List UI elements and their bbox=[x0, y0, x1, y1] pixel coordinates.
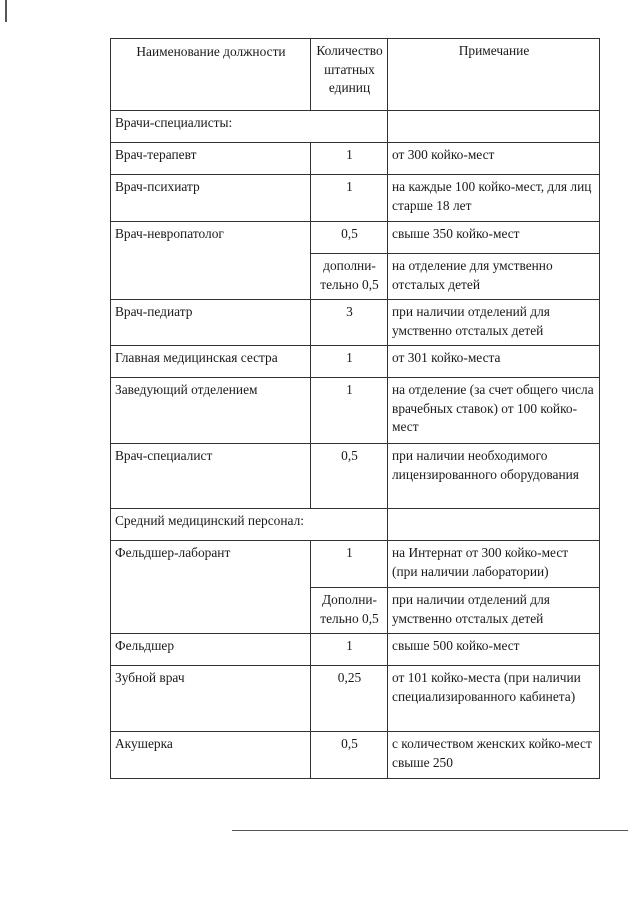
position-cell: Врач-терапевт bbox=[111, 143, 311, 175]
header-note: Примечание bbox=[388, 39, 600, 111]
position-cell: Акушерка bbox=[111, 732, 311, 779]
position-cell: Главная медицинская сестра bbox=[111, 346, 311, 378]
table-row bbox=[111, 444, 600, 509]
note-cell: с количеством женских койко-мест свыше 250 bbox=[388, 732, 600, 779]
table-row bbox=[111, 346, 600, 378]
note-cell: от 101 койко-места (при наличии специализированного кабинета) bbox=[388, 666, 600, 732]
note-cell: от 300 койко-мест bbox=[388, 143, 600, 175]
position-cell: Фельдшер bbox=[111, 634, 311, 666]
note-cell: свыше 500 койко-мест bbox=[388, 634, 600, 666]
position-cell: Врач-психиатр bbox=[111, 175, 311, 222]
scan-edge-mark bbox=[5, 0, 7, 22]
note-cell: при наличии отделений для умственно отсталых детей bbox=[388, 300, 600, 346]
empty-cell bbox=[388, 111, 600, 143]
table-row bbox=[111, 541, 600, 588]
position-cell: Зубной врач bbox=[111, 666, 311, 732]
section-row-doctors bbox=[111, 111, 600, 143]
quantity-cell: 0,25 bbox=[311, 666, 388, 732]
quantity-cell: 1 bbox=[311, 634, 388, 666]
position-cell: Заведующий отделением bbox=[111, 378, 311, 444]
note-cell: на каждые 100 койко-мест, для лиц старше 18 лет bbox=[388, 175, 600, 222]
note-cell: на Интернат от 300 койко-мест (при наличии лаборатории) bbox=[388, 541, 600, 588]
table-row bbox=[111, 666, 600, 732]
note-cell: на отделение для умственно отсталых детей bbox=[388, 254, 600, 300]
note-cell: свыше 350 койко-мест bbox=[388, 222, 600, 254]
table-header-row bbox=[111, 39, 600, 111]
header-position-name: Наименование должности bbox=[111, 39, 311, 111]
section-title: Врачи-специалисты: bbox=[111, 111, 388, 143]
staff-table bbox=[110, 38, 600, 779]
quantity-cell: 0,5 bbox=[311, 732, 388, 779]
quantity-cell: 1 bbox=[311, 541, 388, 588]
quantity-cell: Дополни-тельно 0,5 bbox=[311, 588, 388, 634]
empty-cell bbox=[388, 509, 600, 541]
note-cell: при наличии отделений для умственно отсталых детей bbox=[388, 588, 600, 634]
section-title: Средний медицинский персонал: bbox=[111, 509, 388, 541]
quantity-cell: 1 bbox=[311, 346, 388, 378]
table-row bbox=[111, 300, 600, 346]
quantity-cell: 3 bbox=[311, 300, 388, 346]
table-row bbox=[111, 143, 600, 175]
quantity-cell: 0,5 bbox=[311, 222, 388, 254]
section-row-nursing bbox=[111, 509, 600, 541]
position-cell: Фельдшер-лаборант bbox=[111, 541, 311, 634]
table-row bbox=[111, 175, 600, 222]
position-cell: Врач-педиатр bbox=[111, 300, 311, 346]
note-cell: от 301 койко-места bbox=[388, 346, 600, 378]
quantity-cell: 0,5 bbox=[311, 444, 388, 509]
table-row bbox=[111, 732, 600, 779]
position-cell: Врач-специалист bbox=[111, 444, 311, 509]
position-cell: Врач-невропатолог bbox=[111, 222, 311, 300]
note-cell: при наличии необходимого лицензированного оборудования bbox=[388, 444, 600, 509]
quantity-cell: дополни-тельно 0,5 bbox=[311, 254, 388, 300]
quantity-cell: 1 bbox=[311, 143, 388, 175]
table-row bbox=[111, 634, 600, 666]
table-row bbox=[111, 378, 600, 444]
table-row bbox=[111, 222, 600, 254]
header-quantity: Количество штатных единиц bbox=[311, 39, 388, 111]
bottom-rule-line bbox=[232, 830, 628, 831]
quantity-cell: 1 bbox=[311, 175, 388, 222]
note-cell: на отделение (за счет общего числа врачебных ставок) от 100 койко-мест bbox=[388, 378, 600, 444]
quantity-cell: 1 bbox=[311, 378, 388, 444]
